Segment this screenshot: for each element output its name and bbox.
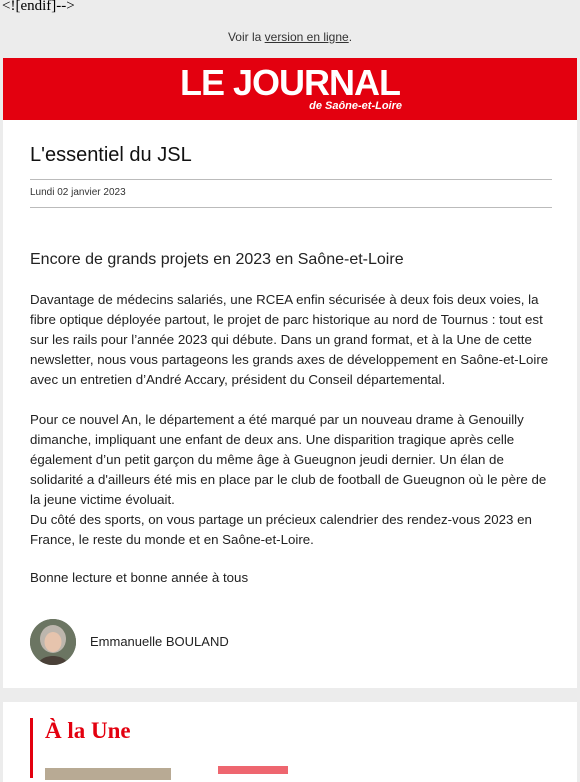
preheader-suffix: . bbox=[348, 30, 353, 44]
brand-logo-sub: de Saône-et-Loire bbox=[309, 100, 402, 112]
preheader-prefix: Voir la bbox=[227, 30, 265, 44]
newsletter-date: Lundi 02 janvier 2023 bbox=[30, 187, 126, 198]
paragraph-1: Davantage de médecins salariés, une RCEA enfin sécurisée à deux fois deux voies, la fibre optique déployée partout, le projet de parc historique au nord de Tournus : tout est sur les rails pour l’année 2023 qui débute. Dans un grand format, et à la Une de cette newsletter, nous vous partageons les grands axes de développement en Saône-et-Loire avec un entretien d’André Accary, président du Conseil départemental. bbox=[30, 292, 549, 387]
preheader bbox=[0, 30, 580, 44]
paragraph-3: Du côté des sports, on vous partage un précieux calendrier des rendez-vous 2023 en France, le reste du monde et en Saône-et-Loire. bbox=[30, 512, 532, 547]
brand-logo-main: LE JOURNAL bbox=[179, 62, 400, 103]
paragraph-4: Bonne lecture et bonne année à tous bbox=[30, 570, 249, 585]
author-avatar bbox=[30, 619, 76, 665]
une-section-title: À la Une bbox=[45, 718, 131, 743]
une-article-kicker[interactable] bbox=[218, 766, 288, 774]
article-headline: Encore de grands projets en 2023 en Saône-et-Loire bbox=[30, 251, 404, 268]
online-version-link[interactable]: version en ligne bbox=[264, 30, 349, 44]
une-accent-bar bbox=[30, 718, 33, 778]
brand-logo[interactable] bbox=[170, 62, 410, 116]
newsletter-card bbox=[3, 120, 577, 688]
une-section bbox=[3, 702, 577, 782]
newsletter-title: L'essentiel du JSL bbox=[30, 144, 192, 166]
html-comment-artifact: <![endif]--> bbox=[2, 0, 75, 14]
paragraph-2: Pour ce nouvel An, le département a été marqué par un nouveau drame à Genouilly dimanche, impliquant une enfant de deux ans. Une disparition tragique après celle également d’un petit garçon du même âge à Gueugnon jeudi dernier. Un élan de solidarité a d'ailleurs été mis en place par le club de football de Gueugnon où le père de la jeune victime évoluait. bbox=[30, 412, 547, 507]
author-name: Emmanuelle BOULAND bbox=[90, 634, 229, 649]
divider-top bbox=[30, 179, 552, 180]
divider-bottom bbox=[30, 207, 552, 208]
une-article-thumbnail[interactable] bbox=[45, 768, 171, 780]
header-banner bbox=[3, 58, 577, 120]
